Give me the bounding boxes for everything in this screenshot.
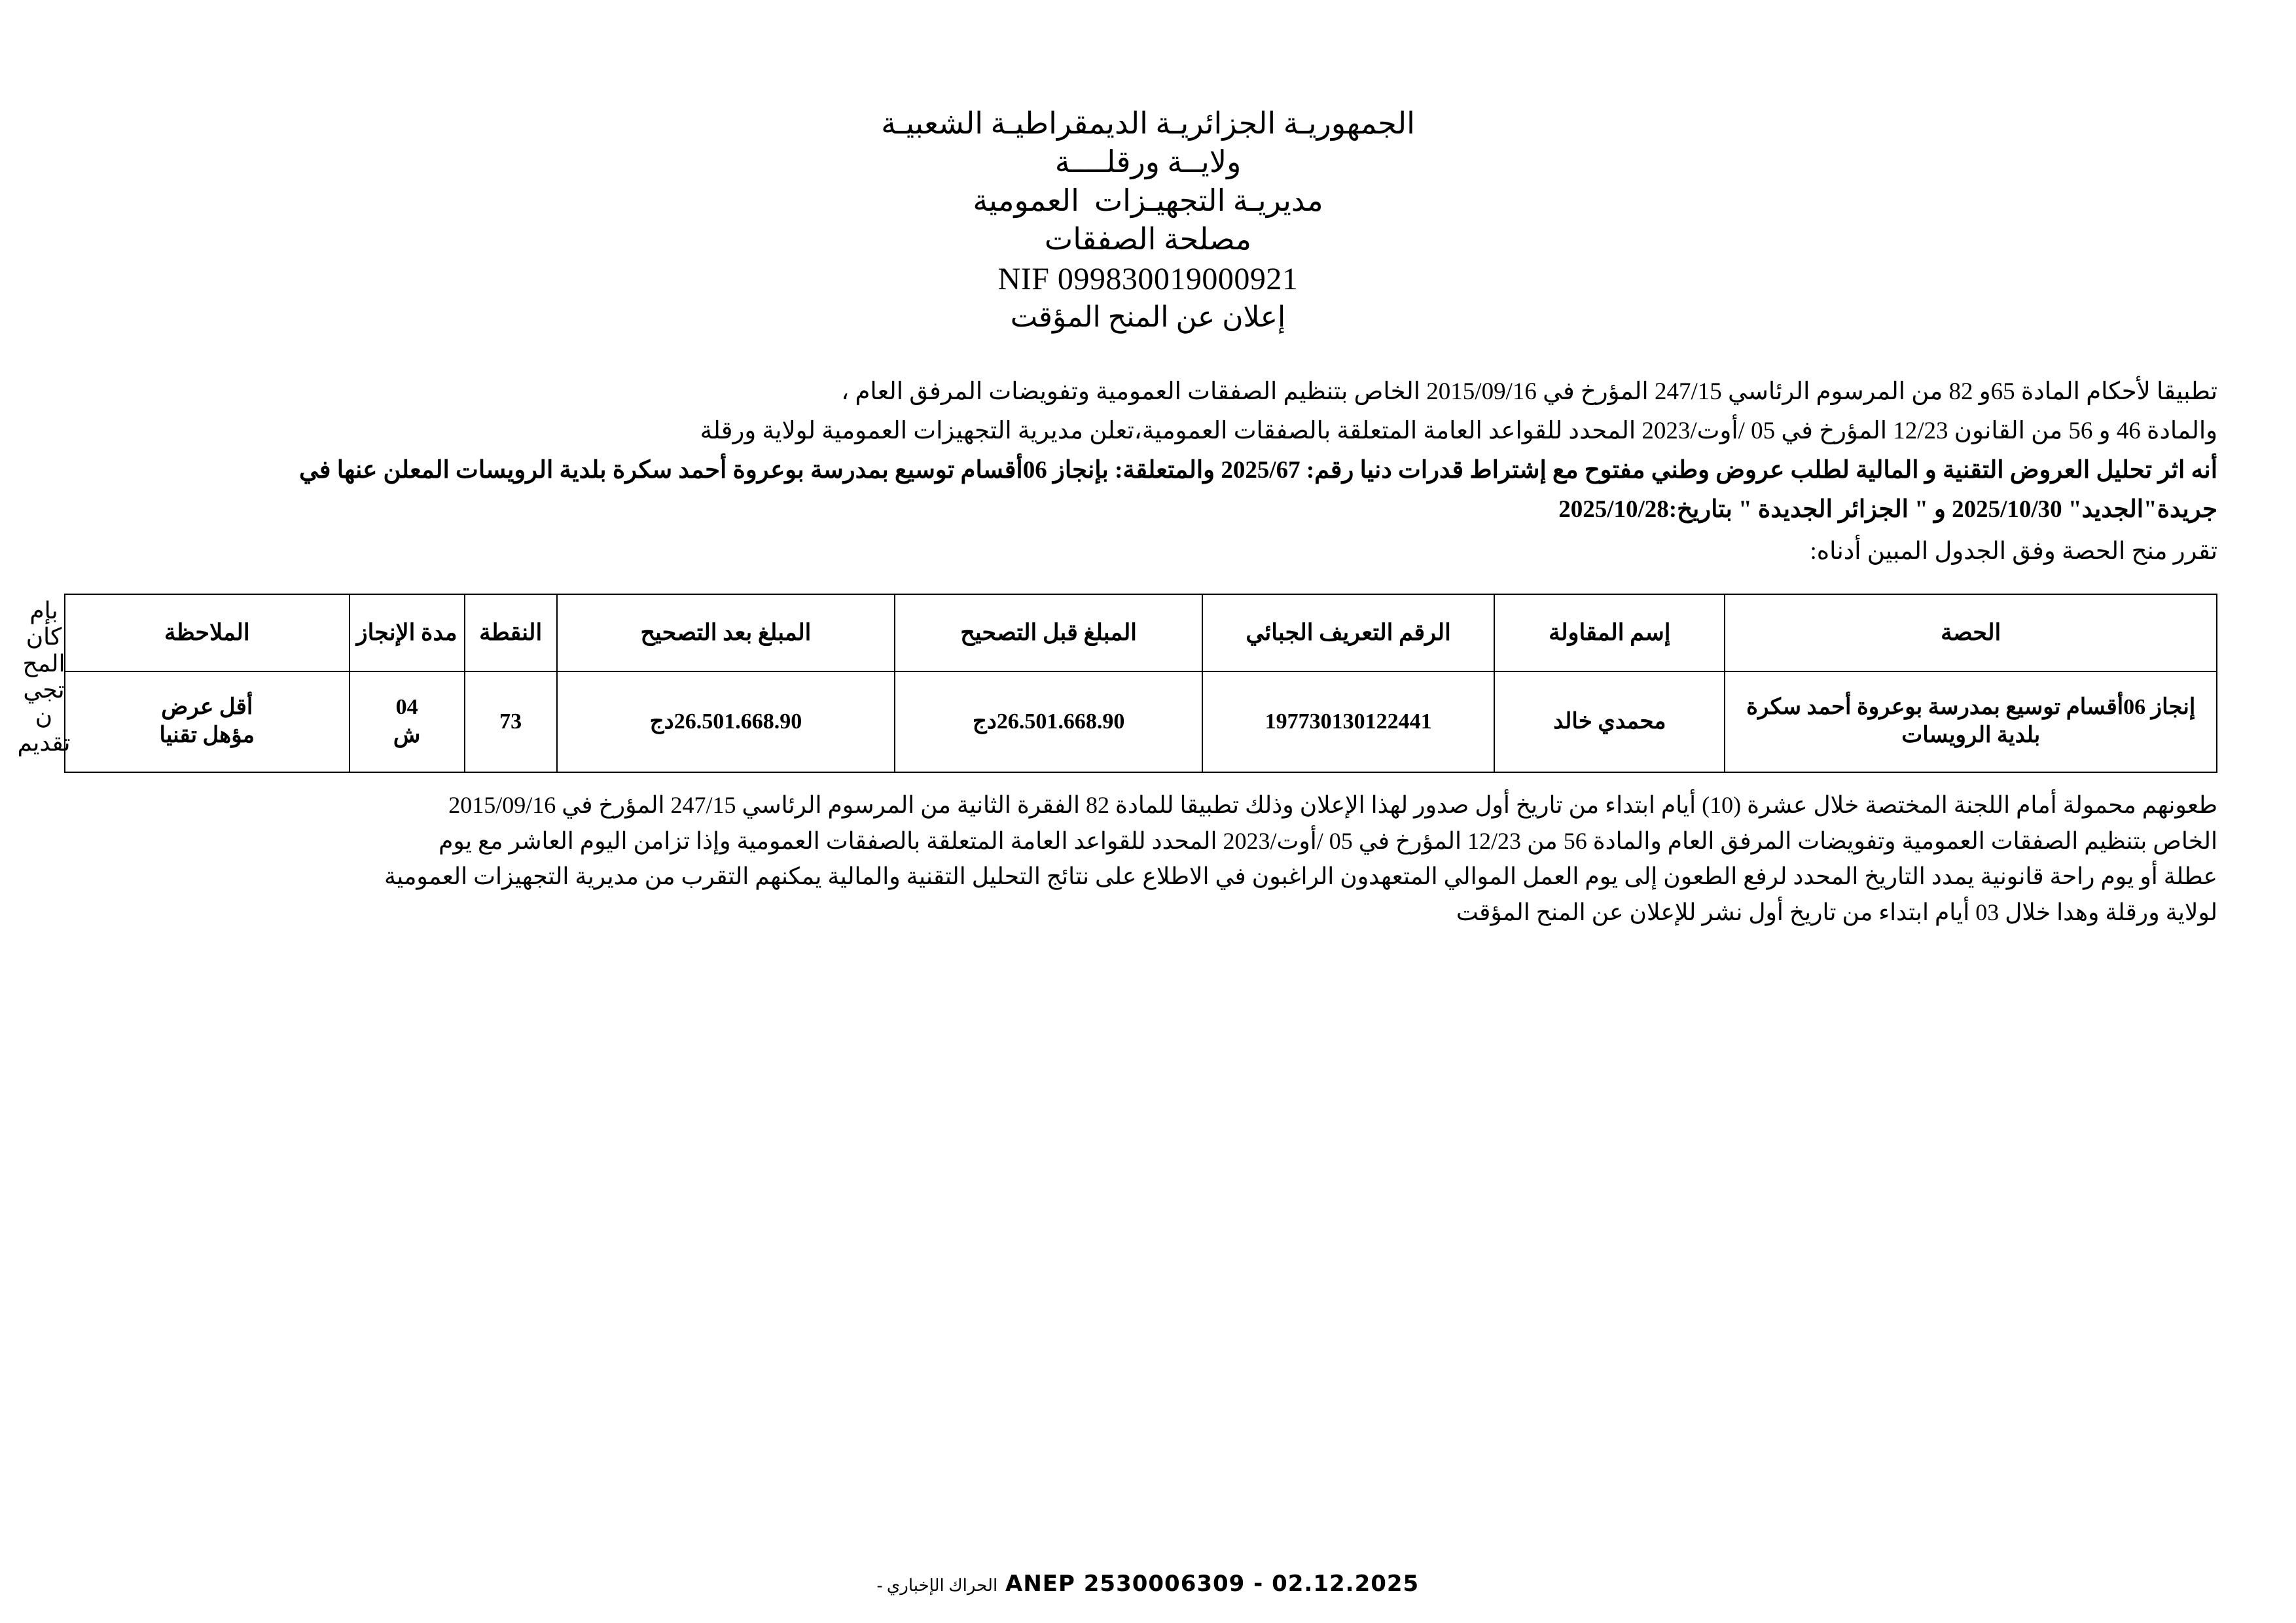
header-announcement-title: إعلان عن المنح المؤقت [1010,300,1286,333]
cell-duration [350,671,465,772]
col-header-duration: مدة الإنجاز [350,594,465,671]
header-republic-line: الجمهوريـة الجزائريـة الديمقراطيـة الشعبيـة [881,107,1415,140]
overflow-glyph: تجي [23,676,65,703]
intro-line-3: أنه اثر تحليل العروض التقنية و المالية لطلب عروض وطني مفتوح مع إشتراط قدرات دنيا رقم: 2025/67 والمتعلقة: بإنجاز 06أقسام توسيع بمدرسة بوعروة أحمد سكرة بلدية الرويسات المعلن عنها في [298,457,2217,484]
overflow-glyph: كان [26,624,62,651]
cell-nif: 197730130122441 [1202,671,1494,772]
anep-code: ANEP 2530006309 - 02.12.2025 [1005,1571,1420,1597]
document-header [0,105,2296,336]
cell-company: محمدي خالد [1494,671,1725,772]
grant-table-wrapper [0,594,2296,773]
cell-score: 73 [465,671,557,772]
cell-lot: إنجاز 06أقسام توسيع بمدرسة بوعروة أحمد سكرة بلدية الرويسات [1725,671,2217,772]
overflow-glyph: تقديم [17,729,71,756]
col-header-score: النقطة [465,594,557,671]
footer-line-2: الخاص بتنظيم الصفقات العمومية وتفويضات المرفق العام والمادة 56 من 12/23 المؤرخ في 05 /أوت/2023 المحدد للقواعد العامة المتعلقة بالصفقات العمومية وإذا تزامن اليوم العاشر مع يوم [439,827,2217,854]
header-nif-line: NIF 099830019000921 [997,261,1299,296]
col-header-company: إسم المقاولة [1494,594,1725,671]
intro-line-1: تطبيقا لأحكام المادة 65و 82 من المرسوم الرئاسي 247/15 المؤرخ في 2015/09/16 الخاص بتنظيم الصفقات العمومية وتفويضات المرفق العام ، [841,378,2217,406]
intro-paragraph [79,372,2217,571]
header-wilaya-line: ولايــة ورقلــــة [1054,145,1242,179]
overflow-glyph: ن [35,703,53,730]
table-row [65,671,2217,772]
anep-footer [0,1571,2296,1597]
col-header-lot: الحصة [1725,594,2217,671]
overflow-glyph: بإم [29,597,58,624]
footer-paragraph [79,787,2217,931]
cell-amount-before: 26.501.668.90دج [895,671,1202,772]
col-header-amount-after: المبلغ بعد التصحيح [557,594,895,671]
footer-line-1: طعونهم محمولة أمام اللجنة المختصة خلال عشرة (10) أيام ابتداء من تاريخ أول صدور لهذا الإعلان وذلك تطبيقا للمادة 82 الفقرة الثانية من المرسوم الرئاسي 247/15 المؤرخ في 2015/09/16 [448,791,2217,818]
intro-line-5: تقرر منح الحصة وفق الجدول المبين أدناه: [1810,538,2217,565]
col-header-nif: الرقم التعريف الجبائي [1202,594,1494,671]
header-service-line: مصلحة الصفقات [1044,222,1252,256]
anep-publisher: الحراك الإخباري - [876,1576,998,1595]
table-overflow-glyph-column [14,597,73,756]
col-header-amount-before: المبلغ قبل التصحيح [895,594,1202,671]
cell-remark-line-1: أقل عرض [161,695,253,720]
intro-line-2: والمادة 46 و 56 من القانون 12/23 المؤرخ في 05 /أوت/2023 المحدد للقواعد العامة المتعلقة بالصفقات العمومية،تعلن مديرية التجهيزات العمومية لولاية ورقلة [700,418,2217,445]
footer-line-4: لولاية ورقلة وهدا خلال 03 أيام ابتداء من تاريخ أول نشر للإعلان عن المنح المؤقت [1456,899,2217,926]
cell-duration-unit: ش [393,722,421,747]
cell-amount-after: 26.501.668.90دج [557,671,895,772]
table-header-row [65,594,2217,671]
overflow-glyph: المح [22,650,65,677]
col-header-remark: الملاحظة [65,594,350,671]
grant-table [64,594,2217,773]
footer-line-3: عطلة أو يوم راحة قانونية يمدد التاريخ المحدد لرفع الطعون إلى يوم العمل الموالي المتعهدون الراغبون في الاطلاع على نتائج التحليل التقنية والمالية يمكنهم التقرب من مديرية التجهيزات العمومية [384,863,2217,890]
cell-remark-line-2: مؤهل تقنيا [159,722,255,747]
intro-line-4: جريدة"الجديد" 2025/10/30 و " الجزائر الجديدة " بتاريخ:2025/10/28 [1558,496,2217,524]
header-directorate-line: مديريـة التجهيـزات العمومية [973,183,1323,217]
cell-duration-value: 04 [395,695,418,720]
cell-remark [65,671,350,772]
